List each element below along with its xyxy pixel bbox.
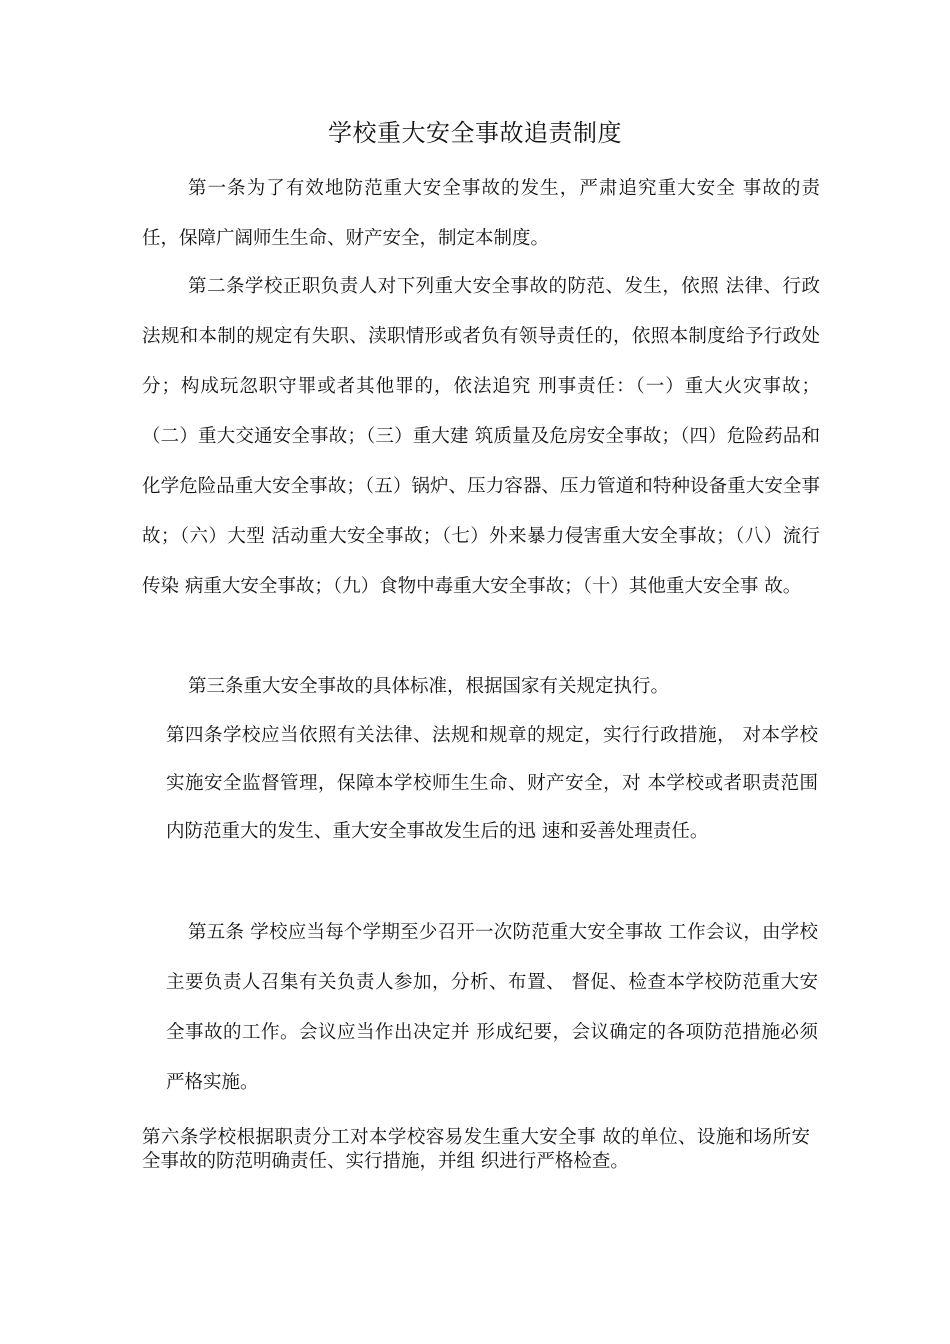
article-2-paragraph: 第二条学校正职负责人对下列重大安全事故的防范、发生，依照 法律、行政法规和本制的规定有失职、渎职情形或者负有领导责任的，依照本制度给予行政处分；构成玩忽职守罪或者其他罪的，依法追究 刑事责任：（一）重大火灾事故；（二）重大交通安全事故；（三）重大建 筑质量及危房安全事故；（四）危险药品和化学危险品重大安全事故；（五）锅炉、压力容器、压力管道和特种设备重大安全事故；（六）大型 活动重大安全事故；（七）外来暴力侵害重大安全事故；（八）流行传染 病重大安全事故；（九）食物中毒重大安全事故；（十）其他重大安全事 故。 [142, 276, 820, 597]
article-6-paragraph: 第六条学校根据职责分工对本学校容易发生重大安全事 故的单位、设施和场所安全事故的防范明确责任、实行措施，并组 织进行严格检查。 [142, 1127, 810, 1172]
article-4-paragraph: 第四条学校应当依照有关法律、法规和规章的规定，实行行政措施， 对本学校实施安全监督管理，保障本学校师生生命、财产安全，对 本学校或者职责范围内防范重大的发生、重大安全事故发生后的迅 速和妥善处理责任。 [166, 725, 818, 842]
article-3-paragraph: 第三条重大安全事故的具体标准，根据国家有关规定执行。 [188, 676, 670, 697]
article-1-paragraph: 第一条为了有效地防范重大安全事故的发生，严肃追究重大安全 事故的责任，保障广阔师生生命、财产安全，制定本制度。 [142, 178, 820, 249]
document-title: 学校重大安全事故追责制度 [328, 119, 622, 147]
article-5-paragraph: 第五条 学校应当每个学期至少召开一次防范重大安全事故 工作会议，由学校主要负责人召集有关负责人参加，分析、布置、 督促、检查本学校防范重大安全事故的工作。会议应当作出决定并 形成纪要，会议确定的各项防范措施必须严格实施。 [166, 922, 818, 1093]
